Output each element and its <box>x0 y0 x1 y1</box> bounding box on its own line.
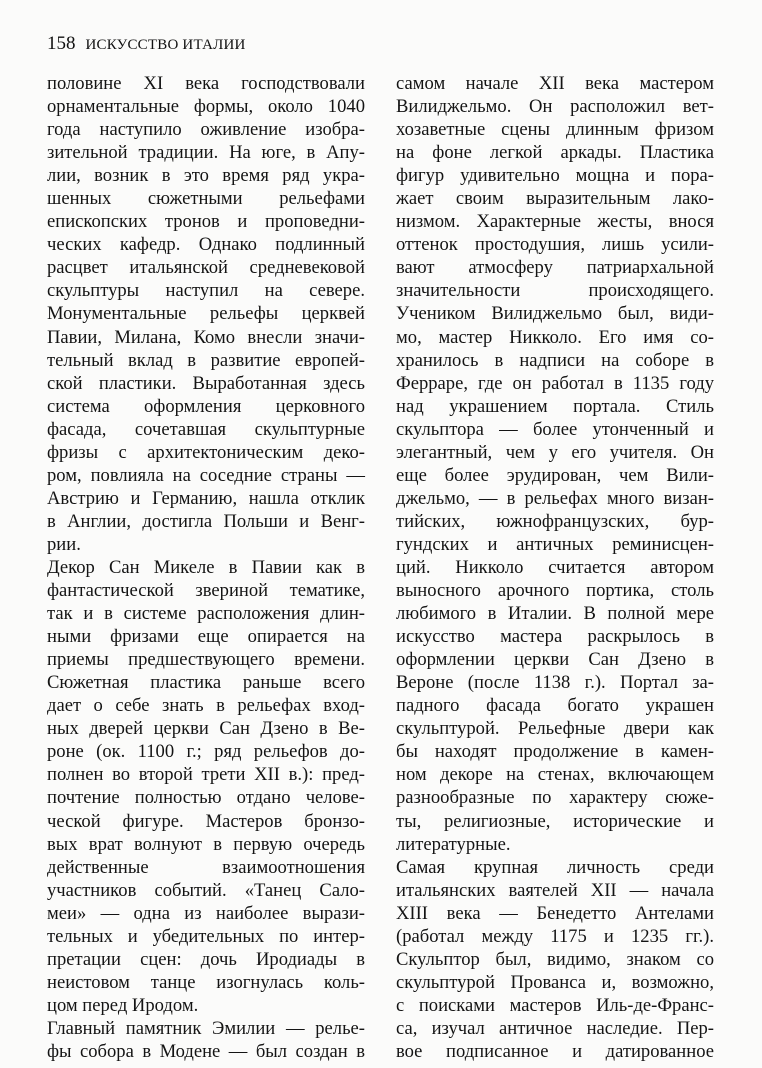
text-line: цом перед Иродом. <box>47 994 199 1016</box>
text-line: любимого в Италии. В полной мере <box>396 603 714 625</box>
text-line: действенные взаимоотношения <box>47 856 365 878</box>
text-line: фантастической звериной тематике, <box>47 580 365 602</box>
text-line: ческих кафедр. Однако подлинный <box>47 234 365 256</box>
text-line: орнаментальные формы, около 1040 <box>47 96 365 118</box>
text-line: тельных и убедительных по интер- <box>47 925 365 947</box>
text-line: ром, повлияла на соседние страны — <box>47 464 365 486</box>
text-line: ты, религиозные, исторические и <box>396 810 714 832</box>
text-line: жает своим выразительным лако- <box>396 188 714 210</box>
text-line: полнен во второй трети XII в.): пред- <box>47 764 365 786</box>
text-line: неистовом танце изогнулась коль- <box>47 971 365 993</box>
text-line: почтение полностью отдано челове- <box>47 787 365 809</box>
text-line: бы находят продолжение в камен- <box>396 741 714 763</box>
text-line: вых врат волнуют в первую очередь <box>47 833 365 855</box>
text-line: ных дверей церкви Сан Дзено в Ве- <box>47 718 365 740</box>
text-line: Вилиджельмо. Он расположил вет- <box>396 96 714 118</box>
text-line: самом начале XII века мастером <box>396 73 714 94</box>
text-column-left <box>47 72 365 1063</box>
text-line: тельный вклад в развитие европей- <box>47 349 365 371</box>
text-line: вают атмосферу патриархальной <box>396 257 714 279</box>
text-line: фризы с архитектоническим деко- <box>47 441 365 463</box>
text-line: (работал между 1175 и 1235 гг.). <box>396 925 714 947</box>
text-line: ческой фигуре. Мастеров бронзо- <box>47 810 365 832</box>
text-line: епископских тронов и проповедни- <box>47 211 365 233</box>
text-line: еще более эрудирован, чем Вили- <box>396 464 714 486</box>
text-line: меи» — одна из наиболее вырази- <box>47 902 365 924</box>
text-line: расцвет итальянской средневековой <box>47 257 365 279</box>
text-line: разнообразные по характеру сюже- <box>396 787 714 809</box>
text-line: половине XI века господствовали <box>47 73 365 94</box>
text-line: фигур удивительно мощна и пора- <box>396 165 714 187</box>
text-line: скульптурой Прованса и, возможно, <box>396 971 714 993</box>
text-line: дает о себе знать в рельефах вход- <box>47 695 365 717</box>
text-line: Павии, Милана, Комо внесли значи- <box>47 326 365 348</box>
text-line: претации сцен: дочь Иродиады в <box>47 948 365 970</box>
text-line: скульптора — более утонченный и <box>396 418 714 440</box>
text-line: ской пластики. Выработанная здесь <box>47 372 365 394</box>
text-line: фы собора в Модене — был создан в <box>47 1040 365 1062</box>
text-line: джельмо, — в рельефах много визан- <box>396 487 714 509</box>
text-line: оттенок простодушия, лишь усили- <box>396 234 714 256</box>
text-line: роне (ок. 1100 г.; ряд рельефов до- <box>47 741 365 763</box>
page-header <box>47 33 246 55</box>
text-line: значительности происходящего. <box>396 280 714 302</box>
text-line: в Англии, достигла Польши и Венг- <box>47 510 365 532</box>
text-line: выносного арочного портика, столь <box>396 580 714 602</box>
text-line: Скульптор был, видимо, знаком со <box>396 948 714 970</box>
text-line: вое подписанное и датированное <box>396 1040 714 1062</box>
text-line: Ферраре, где он работал в 1135 году <box>396 372 714 394</box>
text-line: хозаветные сцены длинным фризом <box>396 119 714 141</box>
text-line: литературные. <box>396 833 511 855</box>
text-line: тийских, южнофранцузских, бур- <box>396 510 714 532</box>
text-line: Сюжетная пластика раньше всего <box>47 672 365 694</box>
text-line: Декор Сан Микеле в Павии как в <box>47 556 365 578</box>
text-line: года наступило оживление изобра- <box>47 119 365 141</box>
text-line: скульптуры наступил на севере. <box>47 280 365 302</box>
text-line: на фоне легкой аркады. Пластика <box>396 142 714 164</box>
text-line: над украшением портала. Стиль <box>396 395 714 417</box>
text-line: скульптурой. Рельефные двери как <box>396 718 714 740</box>
text-line: шенных сюжетными рельефами <box>47 188 365 210</box>
text-line: Вероне (после 1138 г.). Портал за- <box>396 672 714 694</box>
text-line: падного фасада богато украшен <box>396 695 714 717</box>
text-line: ном декоре на стенах, включающем <box>396 764 714 786</box>
text-line: XIII века — Бенедетто Антелами <box>396 902 714 924</box>
text-line: са, изучал античное наследие. Пер- <box>396 1017 714 1039</box>
text-line: низмом. Характерные жесты, внося <box>396 211 714 233</box>
text-line: приемы предшествующего времени. <box>47 649 365 671</box>
text-line: ций. Никколо считается автором <box>396 556 714 578</box>
text-line: система оформления церковного <box>47 395 365 417</box>
text-line: Монументальные рельефы церквей <box>47 303 365 325</box>
text-line: с поисками мастеров Иль-де-Франс- <box>396 994 714 1016</box>
text-line: гундских и античных реминисцен- <box>396 533 714 555</box>
running-title: ИСКУССТВО ИТАЛИИ <box>85 37 246 53</box>
text-line: так и в системе расположения длин- <box>47 603 365 625</box>
text-line: оформлении церкви Сан Дзено в <box>396 649 714 671</box>
text-line: участников событий. «Танец Сало- <box>47 879 365 901</box>
text-line: искусство мастера раскрылось в <box>396 626 714 648</box>
text-line: хранилось в надписи на соборе в <box>396 349 714 371</box>
text-line: Главный памятник Эмилии — релье- <box>47 1017 365 1039</box>
text-line: Самая крупная личность среди <box>396 856 714 878</box>
text-line: зительной традиции. На юге, в Апу- <box>47 142 365 164</box>
text-line: рии. <box>47 533 81 555</box>
text-line: элегантный, чем у его учителя. Он <box>396 441 714 463</box>
page-number: 158 <box>47 33 76 54</box>
text-line: мо, мастер Никколо. Его имя со- <box>396 326 714 348</box>
text-line: фасада, сочетавшая скульптурные <box>47 418 365 440</box>
text-line: Австрию и Германию, нашла отклик <box>47 487 365 509</box>
text-line: Учеником Вилиджельмо был, види- <box>396 303 714 325</box>
text-line: итальянских ваятелей XII — начала <box>396 879 714 901</box>
text-line: ными фризами еще опирается на <box>47 626 365 648</box>
text-line: лии, возник в это время ряд укра- <box>47 165 365 187</box>
text-column-right <box>396 72 714 1063</box>
